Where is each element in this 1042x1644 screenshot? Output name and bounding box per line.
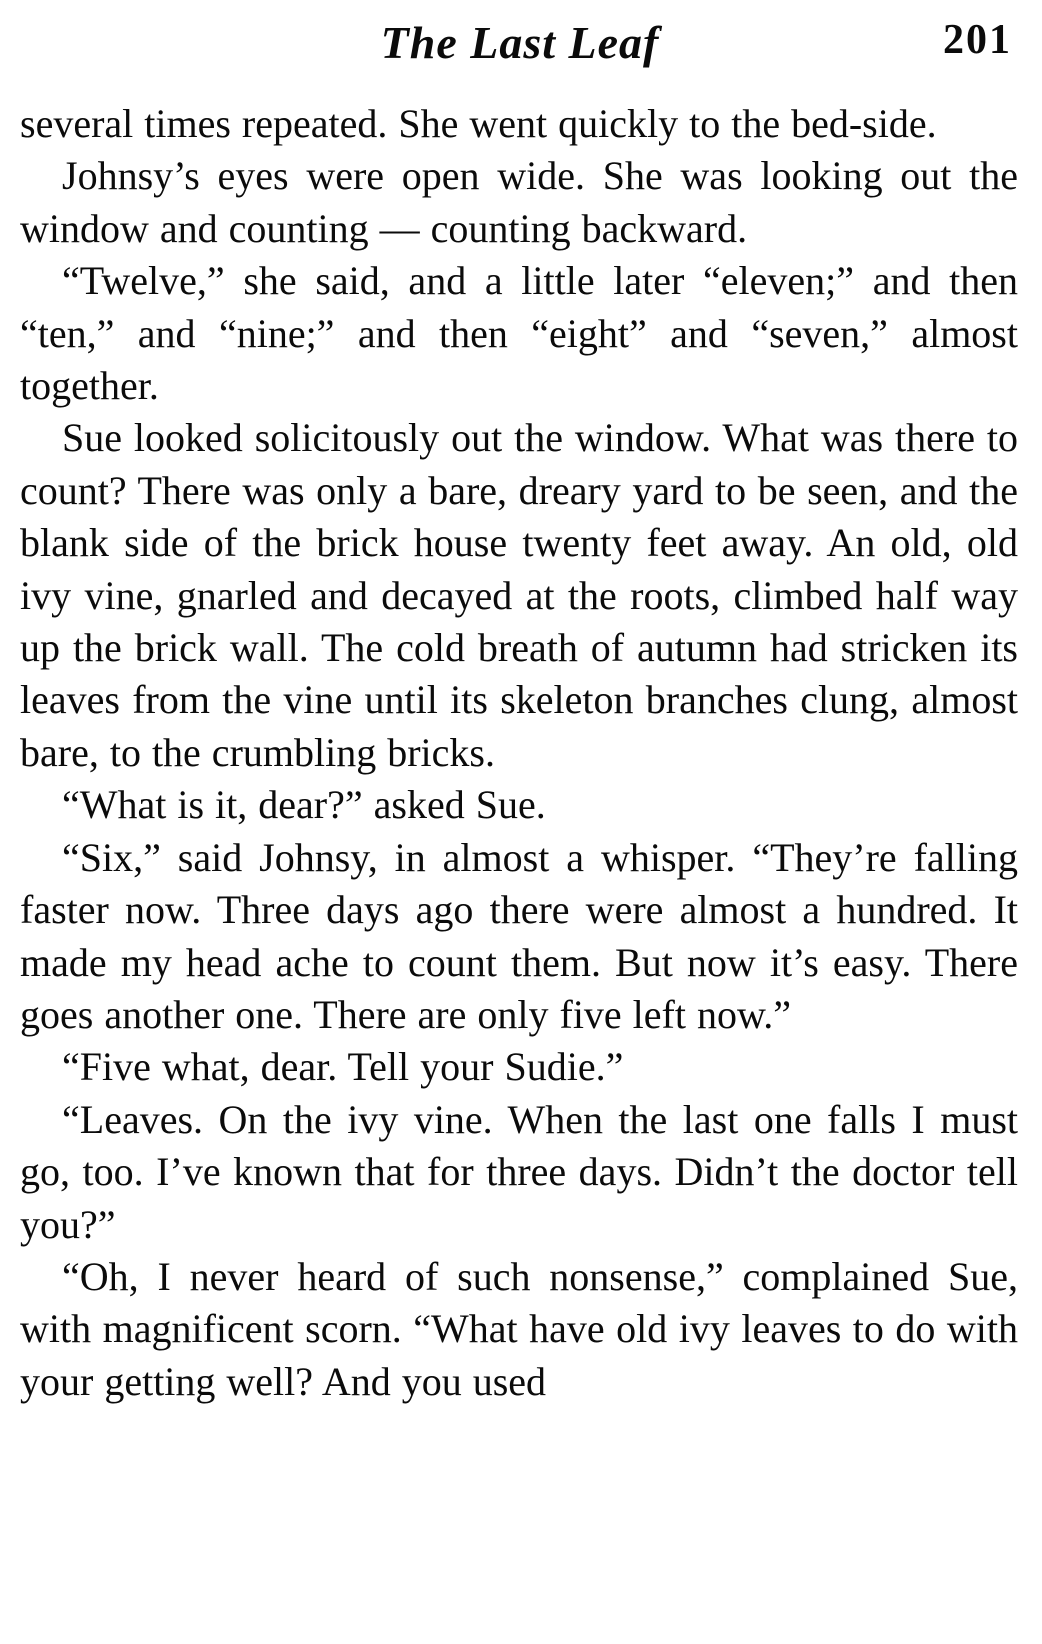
running-head [20,10,1020,90]
paragraph: “Six,” said Johnsy, in almost a whisper. “They’re falling faster now. Three days ago there were almost a hundred. It made my head ache to count them. But now it’s easy. There goes another one. There are only five left now.” [20,834,1018,1037]
paragraph: “Twelve,” she said, and a little later “eleven;” and then “ten,” and “nine;” and then “eight” and “seven,” almost together. [20,258,1018,409]
body-text [20,98,1018,1408]
page-number: 201 [943,17,1012,63]
paragraph: Sue looked solicitously out the window. What was there to count? There was only a bare, dreary yard to be seen, and the blank side of the brick house twenty feet away. An old, old ivy vine, gnarled and decayed at the roots, climbed half way up the brick wall. The cold breath of autumn had stricken its leaves from the vine until its skeleton branches clung, almost bare, to the crumbling bricks. [20,415,1018,775]
chapter-title: The Last Leaf [380,17,660,68]
paragraph: “Five what, dear. Tell your Sudie.” [62,1044,624,1090]
paragraph-continued: several times repeated. She went quickly to the bed-side. [20,101,937,146]
paragraph: Johnsy’s eyes were open wide. She was looking out the window and counting — counting backward. [20,153,1018,251]
paragraph: “Leaves. On the ivy vine. When the last one falls I must go, too. I’ve known that for three days. Didn’t the doctor tell you?” [20,1096,1018,1247]
paragraph: “Oh, I never heard of such nonsense,” complained Sue, with magnificent scorn. “What have old ivy leaves to do with your getting well? And you used [20,1253,1018,1404]
paragraph: “What is it, dear?” asked Sue. [62,782,546,828]
book-page [20,10,1020,1634]
